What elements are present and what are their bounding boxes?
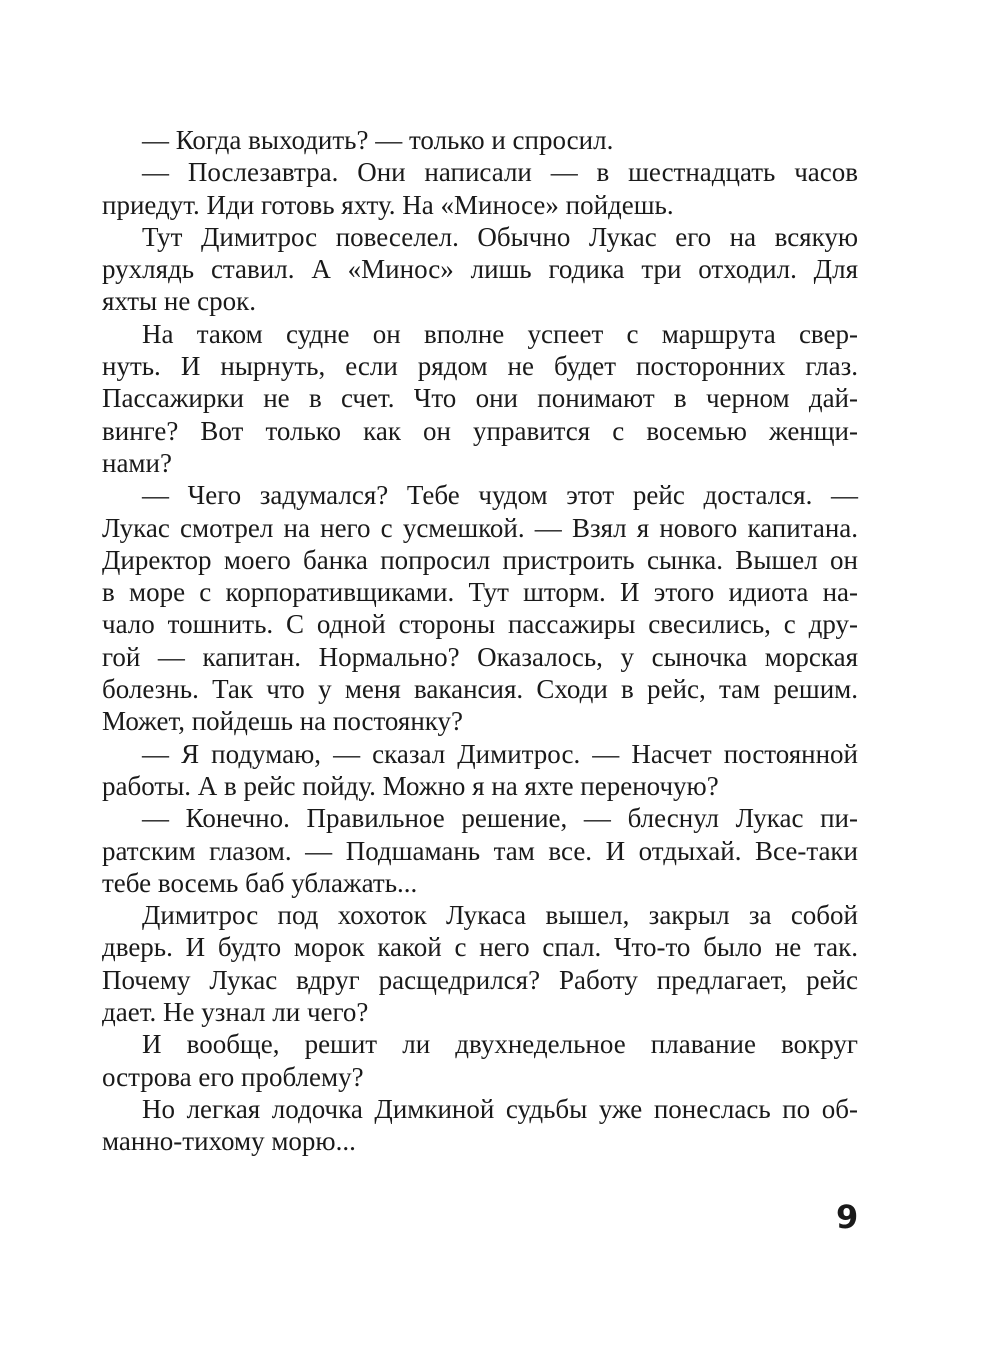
text-line: дверь. И будто морок какой с него спал. Что-то было не так.	[102, 932, 858, 963]
body-text	[102, 124, 858, 1158]
paragraph-6	[102, 738, 858, 803]
text-line: гой — капитан. Нормально? Оказалось, у сыночка морская	[102, 641, 858, 672]
text-line: — Конечно. Правильное решение, — блеснул Лукас пи-	[142, 803, 858, 834]
paragraph-4	[102, 318, 858, 479]
text-line: Может, пойдешь на постоянку?	[102, 706, 463, 737]
paragraph-9	[102, 1028, 858, 1093]
text-line: Но легкая лодочка Димкиной судьбы уже понеслась по об-	[142, 1093, 858, 1124]
text-line: нами?	[102, 447, 172, 478]
text-line: яхты не срок.	[102, 286, 256, 317]
text-line: работы. А в рейс пойду. Можно я на яхте переночую?	[102, 770, 719, 801]
text-line: тебе восемь баб ублажать...	[102, 867, 418, 898]
paragraph-1	[102, 124, 858, 156]
text-line: И вообще, решит ли двухнедельное плавание вокруг	[142, 1029, 858, 1060]
text-line: Почему Лукас вдруг расщедрился? Работу предлагает, рейс	[102, 964, 858, 995]
text-line: ратским глазом. — Подшамань там все. И отдыхай. Все-таки	[102, 835, 858, 866]
text-line: нуть. И нырнуть, если рядом не будет посторонних глаз.	[102, 351, 858, 382]
paragraph-7	[102, 802, 858, 899]
text-line: — Чего задумался? Тебе чудом этот рейс достался. —	[142, 480, 858, 511]
text-line: — Когда выходить? — только и спросил.	[142, 125, 614, 155]
text-line: винге? Вот только как он управится с восемью женщи-	[102, 415, 858, 446]
text-line: чало тошнить. С одной стороны пассажиры свесились, с дру-	[102, 609, 858, 640]
text-line: Пассажирки не в счет. Что они понимают в черном дай-	[102, 383, 858, 414]
text-line: приедут. Иди готовь яхту. На «Миносе» пойдешь.	[102, 189, 674, 220]
text-line: На таком судне он вполне успеет с маршрута свер-	[142, 318, 858, 349]
text-line: Директор моего банка попросил пристроить сынка. Вышел он	[102, 544, 858, 575]
text-line: в море с корпоративщиками. Тут шторм. И этого идиота на-	[102, 577, 858, 608]
text-line: дает. Не узнал ли чего?	[102, 997, 369, 1028]
text-line: болезнь. Так что у меня вакансия. Сходи в рейс, там решим.	[102, 674, 858, 705]
paragraph-10	[102, 1093, 858, 1158]
page-number: 9	[836, 1198, 859, 1236]
text-line: Димитрос под хохоток Лукаса вышел, закрыл за собой	[142, 900, 858, 931]
text-line: Тут Димитрос повеселел. Обычно Лукас его на всякую	[142, 221, 858, 252]
paragraph-2	[102, 156, 858, 221]
text-line: — Я подумаю, — сказал Димитрос. — Насчет постоянной	[142, 738, 858, 769]
text-line: — Послезавтра. Они написали — в шестнадцать часов	[142, 157, 858, 188]
paragraph-5	[102, 479, 858, 737]
paragraph-3	[102, 221, 858, 318]
text-line: Лукас смотрел на него с усмешкой. — Взял я нового капитана.	[102, 512, 858, 543]
paragraph-8	[102, 899, 858, 1028]
text-line: острова его проблему?	[102, 1061, 364, 1092]
text-line: рухлядь ставил. А «Минос» лишь годика три отходил. Для	[102, 254, 858, 285]
text-line: манно-тихому морю...	[102, 1126, 356, 1157]
